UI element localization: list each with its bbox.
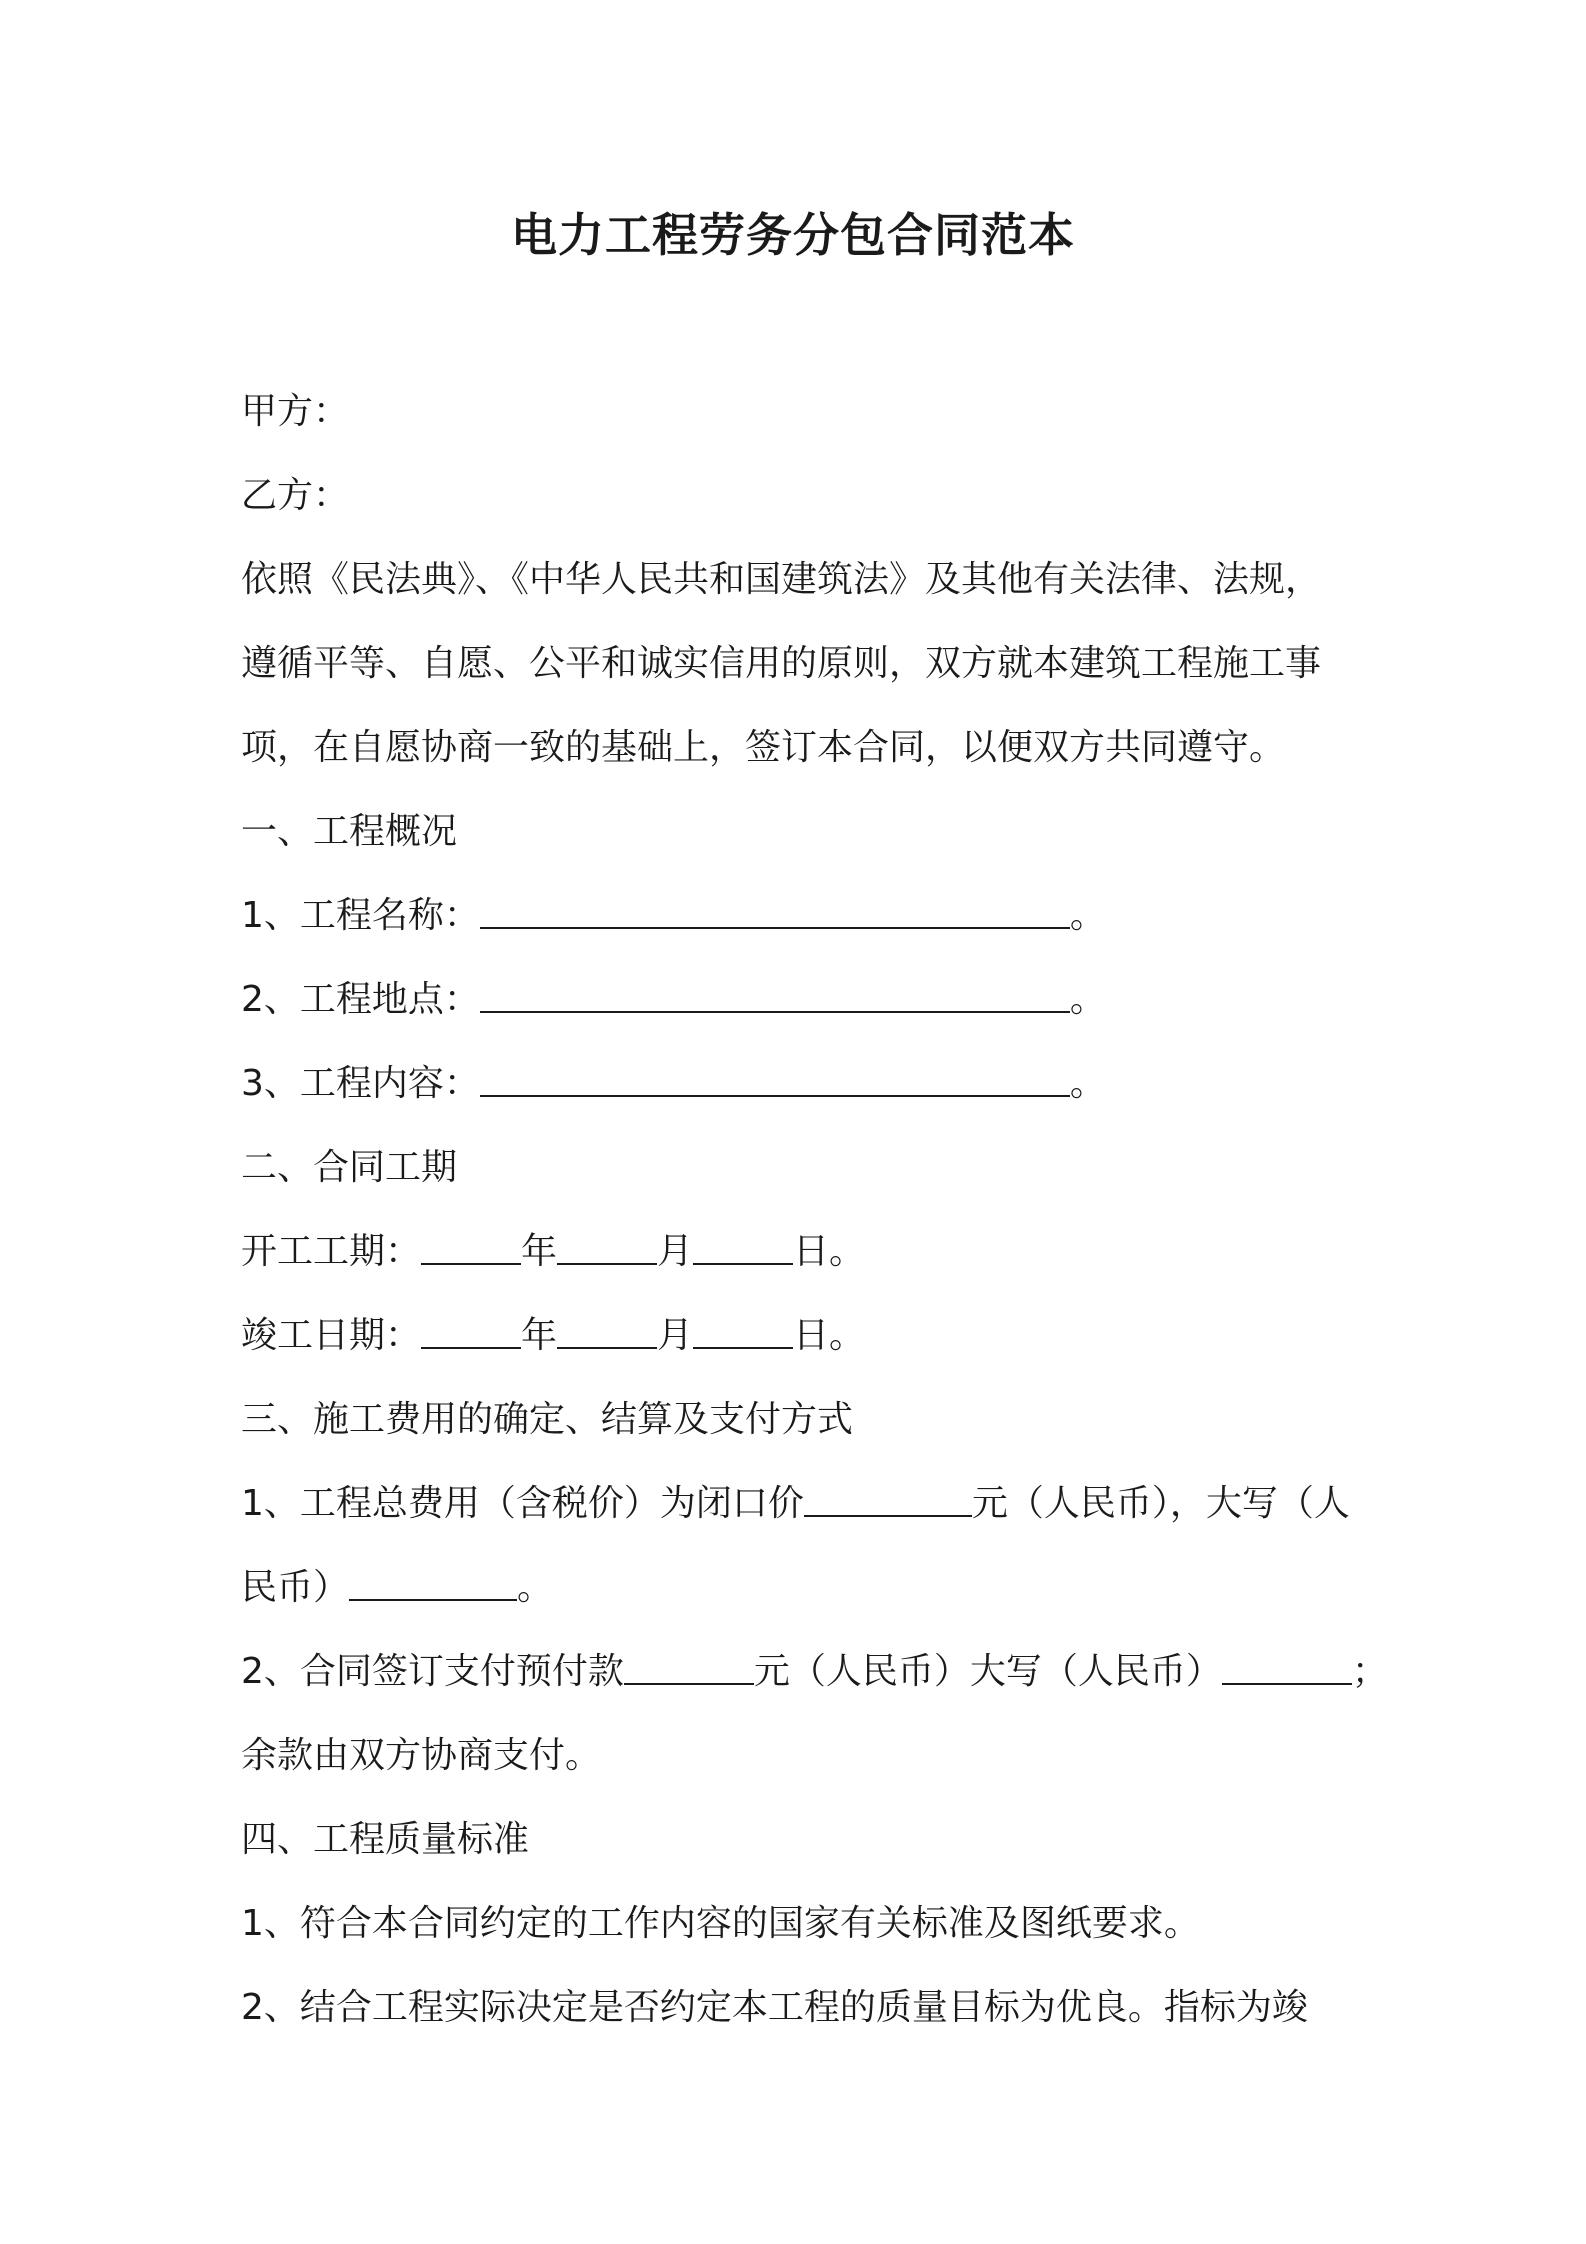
field-label: 3、工程内容： bbox=[241, 1063, 480, 1104]
clause-text: 2、合同签订支付预付款 bbox=[241, 1651, 624, 1692]
completion-date-line bbox=[241, 1294, 1391, 1378]
month-label: 月 bbox=[657, 1231, 694, 1272]
amount-words-blank bbox=[349, 1555, 517, 1601]
section-heading: 二、合同工期 bbox=[241, 1147, 458, 1188]
year-blank bbox=[421, 1219, 521, 1265]
project-content-blank bbox=[480, 1051, 1070, 1097]
quality-clause: 1、符合本合同约定的工作内容的国家有关标准及图纸要求。 bbox=[241, 1903, 1200, 1944]
field-label: 开工工期： bbox=[241, 1231, 422, 1272]
month-label: 月 bbox=[657, 1315, 694, 1356]
amount-blank bbox=[804, 1471, 972, 1517]
month-blank bbox=[557, 1303, 657, 1349]
document-body bbox=[241, 370, 1391, 2050]
line-end: 。 bbox=[1069, 895, 1106, 936]
day-blank bbox=[693, 1219, 793, 1265]
section-heading: 四、工程质量标准 bbox=[241, 1819, 530, 1860]
preamble-line: 项，在自愿协商一致的基础上，签订本合同，以便双方共同遵守。 bbox=[241, 727, 1286, 768]
project-location-blank bbox=[480, 967, 1070, 1013]
quality-clause: 2、结合工程实际决定是否约定本工程的质量目标为优良。指标为竣 bbox=[241, 1987, 1308, 2028]
day-blank bbox=[693, 1303, 793, 1349]
prepayment-words-blank bbox=[1222, 1639, 1352, 1685]
clause-text: 民币） bbox=[241, 1567, 350, 1608]
year-label: 年 bbox=[521, 1315, 558, 1356]
preamble-line: 遵循平等、自愿、公平和诚实信用的原则，双方就本建筑工程施工事 bbox=[241, 643, 1322, 684]
start-date-line bbox=[241, 1210, 1391, 1294]
month-blank bbox=[557, 1219, 657, 1265]
year-blank bbox=[421, 1303, 521, 1349]
clause-text: 元（人民币），大写（人 bbox=[971, 1483, 1350, 1524]
line-end: 。 bbox=[1069, 1063, 1106, 1104]
line-end: ； bbox=[1351, 1651, 1388, 1692]
prepayment-line bbox=[241, 1630, 1391, 1714]
party-b-line: 乙方： bbox=[241, 475, 350, 516]
project-content-line bbox=[241, 1042, 1391, 1126]
day-label: 日。 bbox=[793, 1315, 866, 1356]
day-label: 日。 bbox=[793, 1231, 866, 1272]
field-label: 1、工程名称： bbox=[241, 895, 480, 936]
balance-line: 余款由双方协商支付。 bbox=[241, 1735, 602, 1776]
project-name-blank bbox=[480, 883, 1070, 929]
clause-text: 元（人民币）大写（人民币） bbox=[753, 1651, 1222, 1692]
line-end: 。 bbox=[1069, 979, 1106, 1020]
line-end: 。 bbox=[517, 1567, 554, 1608]
field-label: 2、工程地点： bbox=[241, 979, 480, 1020]
field-label: 竣工日期： bbox=[241, 1315, 422, 1356]
section-heading: 一、工程概况 bbox=[241, 811, 458, 852]
document-title: 电力工程劳务分包合同范本 bbox=[511, 208, 1075, 262]
project-name-line bbox=[241, 874, 1391, 958]
total-cost-line bbox=[241, 1462, 1391, 1546]
total-cost-line-cont bbox=[241, 1546, 1391, 1630]
project-location-line bbox=[241, 958, 1391, 1042]
preamble-line: 依照《民法典》、《中华人民共和国建筑法》及其他有关法律、法规， bbox=[241, 559, 1322, 600]
section-heading: 三、施工费用的确定、结算及支付方式 bbox=[241, 1399, 854, 1440]
prepayment-blank bbox=[624, 1639, 754, 1685]
year-label: 年 bbox=[521, 1231, 558, 1272]
clause-text: 1、工程总费用（含税价）为闭口价 bbox=[241, 1483, 804, 1524]
party-a-line: 甲方： bbox=[241, 391, 350, 432]
